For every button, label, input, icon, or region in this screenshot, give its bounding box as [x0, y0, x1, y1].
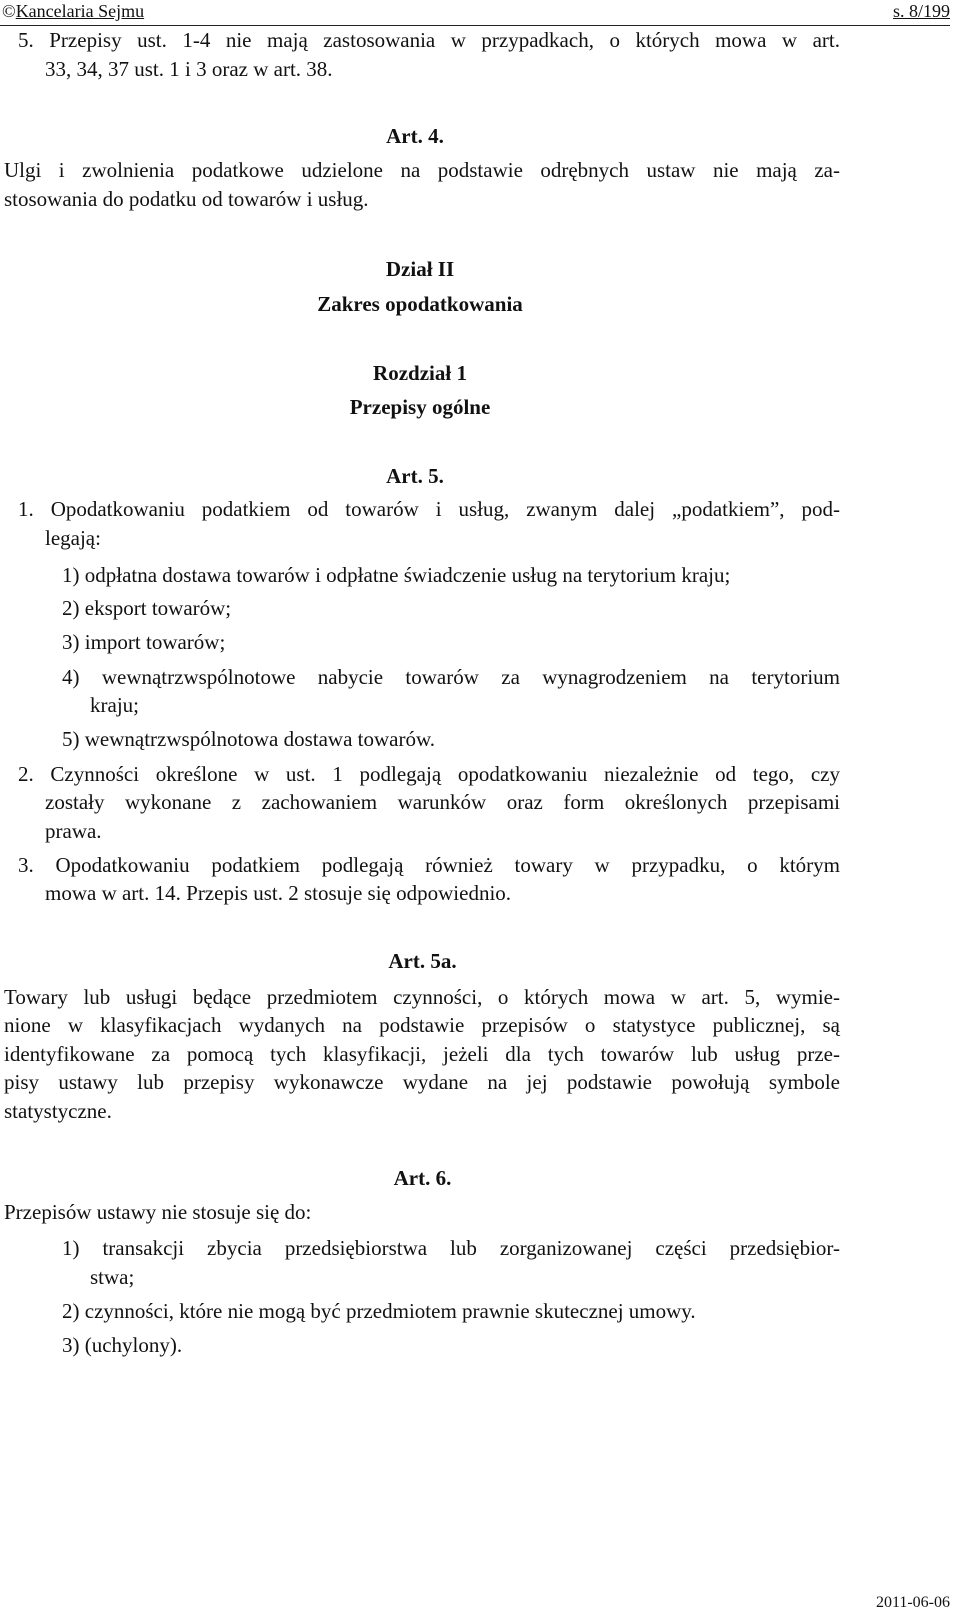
- paragraph-line: prawa.: [45, 819, 102, 843]
- list-item: 3) import towarów;: [62, 630, 226, 654]
- section-subheading: Zakres opodatkowania: [317, 292, 523, 316]
- footer-date: 2011-06-06: [875, 1594, 950, 1611]
- list-item-continuation: stwa;: [90, 1265, 135, 1289]
- chapter-heading: Rozdział 1: [373, 361, 467, 385]
- paragraph-line: statystyczne.: [4, 1099, 112, 1123]
- paragraph-line: nione w klasyfikacjach wydanych na podstawie przepisów o statystyce publicznej, są: [4, 1013, 840, 1037]
- paragraph-line: 2. Czynności określone w ust. 1 podlegają opodatkowaniu niezależnie od tego, czy: [18, 762, 840, 786]
- list-item: 2) eksport towarów;: [62, 596, 232, 620]
- paragraph-line: Ulgi i zwolnienia podatkowe udzielone na podstawie odrębnych ustaw nie mają za-: [4, 158, 840, 182]
- copyright-symbol: ©: [2, 1, 16, 21]
- list-item: 3) (uchylony).: [62, 1333, 183, 1357]
- list-item-continuation: kraju;: [90, 693, 139, 717]
- section-heading: Dział II: [385, 257, 455, 281]
- header-source-text[interactable]: Kancelaria Sejmu: [15, 1, 145, 21]
- paragraph-line: identyfikowane za pomocą tych klasyfikacji, jeżeli dla tych towarów lub usług prze-: [4, 1042, 840, 1066]
- list-item: 4) wewnątrzwspólnotowe nabycie towarów za wynagrodzeniem na terytorium: [62, 665, 840, 689]
- paragraph-line: Przepisów ustawy nie stosuje się do:: [4, 1200, 312, 1224]
- article-heading-6: Art. 6.: [393, 1166, 452, 1190]
- list-item: 5) wewnątrzwspólnotowa dostawa towarów.: [62, 727, 436, 751]
- paragraph-line: Towary lub usługi będące przedmiotem czynności, o których mowa w art. 5, wymie-: [4, 985, 840, 1009]
- paragraph-line: 33, 34, 37 ust. 1 i 3 oraz w art. 38.: [45, 57, 333, 81]
- paragraph-line: 3. Opodatkowaniu podatkiem podlegają również towary w przypadku, o którym: [18, 853, 840, 877]
- paragraph-line: legają:: [45, 526, 101, 550]
- paragraph-line: mowa w art. 14. Przepis ust. 2 stosuje się odpowiednio.: [45, 881, 512, 905]
- list-item: 1) odpłatna dostawa towarów i odpłatne świadczenie usług na terytorium kraju;: [62, 563, 731, 587]
- list-item: 2) czynności, które nie mogą być przedmiotem prawnie skutecznej umowy.: [62, 1299, 696, 1323]
- page-number[interactable]: s. 8/199: [892, 1, 950, 21]
- paragraph-line: zostały wykonane z zachowaniem warunków oraz form określonych przepisami: [45, 790, 840, 814]
- header-source: [2, 1, 144, 22]
- article-heading-5a: Art. 5a.: [388, 949, 457, 973]
- chapter-subheading: Przepisy ogólne: [349, 395, 491, 419]
- paragraph-line: stosowania do podatku od towarów i usług.: [4, 187, 369, 211]
- list-item: 1) transakcji zbycia przedsiębiorstwa lub zorganizowanej części przedsiębior-: [62, 1236, 840, 1260]
- paragraph-line: 5. Przepisy ust. 1-4 nie mają zastosowania w przypadkach, o których mowa w art.: [18, 28, 840, 52]
- paragraph-line: pisy ustawy lub przepisy wykonawcze wydane na jej podstawie powołują symbole: [4, 1070, 840, 1094]
- article-heading-4: Art. 4.: [386, 124, 444, 148]
- page-header: [0, 0, 950, 26]
- paragraph-line: 1. Opodatkowaniu podatkiem od towarów i usług, zwanym dalej „podatkiem”, pod-: [18, 497, 840, 521]
- article-heading-5: Art. 5.: [386, 464, 444, 488]
